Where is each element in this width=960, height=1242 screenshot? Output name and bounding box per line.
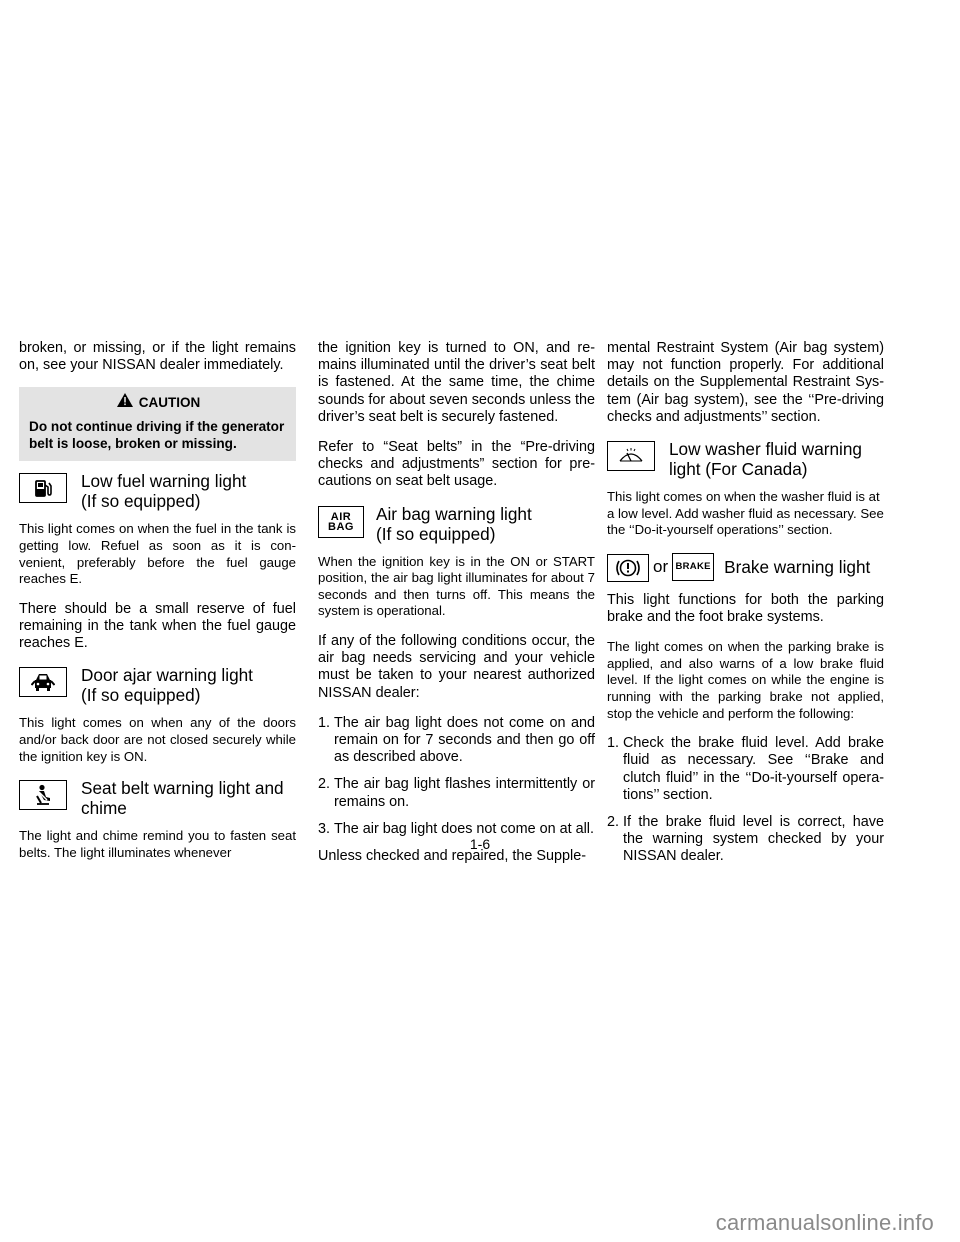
page-number: 1-6 [469,836,491,852]
air-bag-p3: Unless checked and repaired, the Supple- [318,848,586,865]
list-item: 2. The air bag light flashes intermittently or remains on. [318,776,595,810]
washer-p1: This light comes on when the washer fluid is at a low level. Add washer fluid as necessary. See the ‘‘Do-it-yourself operations’’ section. [607,489,884,538]
low-fuel-heading [19,471,296,511]
air-bag-condition-list [318,715,595,838]
low-fuel-subtitle: (If so equipped) [81,491,201,512]
air-bag-heading [318,504,595,544]
seat-belt-p1: The light and chime remind you to fasten seat belts. The light illuminates whenever [19,828,296,860]
warning-triangle-icon [117,393,133,412]
list-item: 2. If the brake fluid level is correct, have the warning system checked by your NISSAN dealer. [607,813,884,865]
column-3 [607,340,884,876]
low-fuel-p1: This light comes on when the fuel in the tank is getting low. Refuel as soon as it is con- venient, preferably before the fuel gauge reaches E. [19,521,296,587]
brake-warning-icon [607,554,649,582]
brake-title: Brake warning light [724,556,871,577]
brake-heading [607,552,884,582]
washer-subtitle: light (For Canada) [669,459,808,480]
washer-fluid-icon [607,441,655,471]
list-item: 3. The air bag light does not come on at all. [318,820,594,837]
door-ajar-p1: This light comes on when any of the doors and/or back door are not closed securely while the ignition key is ON. [19,715,296,764]
low-fuel-p2: There should be a small reserve of fuel remaining in the tank when the fuel gauge reaches E. [19,600,296,652]
caution-box [19,387,296,461]
list-item: 1. Check the brake fluid level. Add brake fluid as necessary. See ‘‘Brake and clutch fluid’’ in the ‘‘Do-it-yourself opera- tions’’ section. [607,735,884,803]
air-bag-subtitle: (If so equipped) [376,523,496,544]
car-door-icon [19,667,67,697]
watermark: carmanualsonline.info [715,1210,934,1235]
seat-belt-heading [19,778,296,818]
seat-belt-title: Seat belt warning light and [81,778,284,799]
column-1 [19,340,296,874]
caution-title: CAUTION [138,394,201,410]
or-text: or [653,556,669,576]
fuel-pump-icon [19,473,67,503]
washer-title: Low washer fluid warning [669,439,862,460]
caution-header [29,393,288,412]
brake-p2: The light comes on when the parking brake is applied, and also warns of a low brake fluid level. If the light comes on while the engine is running with the parking brake not applied, stop the vehicle and perform the following: [607,639,884,721]
brake-p1: This light functions for both the parking brake and the foot brake systems. [607,591,884,625]
air-bag-p4: mental Restraint System (Air bag system) may not function properly. For additional details on the Supplemental Restraint Sys- tem (Air bag system), see the ‘‘Pre-driving checks and adjustments’’ section. [607,340,884,425]
air-bag-p2: If any of the following conditions occur, the air bag needs servicing and your vehicle must be taken to your nearest authorized NISSAN dealer: [318,633,595,701]
door-ajar-title: Door ajar warning light [81,665,253,686]
washer-heading [607,439,884,479]
intro-paragraph: broken, or missing, or if the light remains on, see your NISSAN dealer immediately. [19,340,296,374]
column-2 [318,340,595,878]
seat-belt-subtitle: chime [81,798,127,819]
air-bag-title: Air bag warning light [376,503,532,524]
caution-body: Do not continue driving if the generator belt is loose, broken or missing. [29,419,285,452]
air-bag-icon: AIR BAG [318,506,364,538]
low-fuel-title: Low fuel warning light [81,471,247,492]
list-item: 1. The air bag light does not come on and remain on for 7 seconds and then go off as described above. [318,714,595,766]
seat-belt-p2: the ignition key is turned to ON, and re- mains illuminated until the driver’s seat belt is fastened. At the same time, the chime sounds for about seven seconds unless the driver’s seat belt is securely fastened. [318,340,595,425]
door-ajar-subtitle: (If so equipped) [81,685,201,706]
seat-belt-p3: Refer to “Seat belts” in the “Pre-driving checks and adjustments” section for pre- cautions on seat belt usage. [318,439,595,490]
door-ajar-heading [19,665,296,705]
seat-belt-icon [19,780,67,810]
air-bag-p1: When the ignition key is in the ON or START position, the air bag light illuminates for about 7 seconds and then turns off. This means the system is operational. [318,553,595,619]
brake-text-icon: BRAKE [672,553,714,581]
